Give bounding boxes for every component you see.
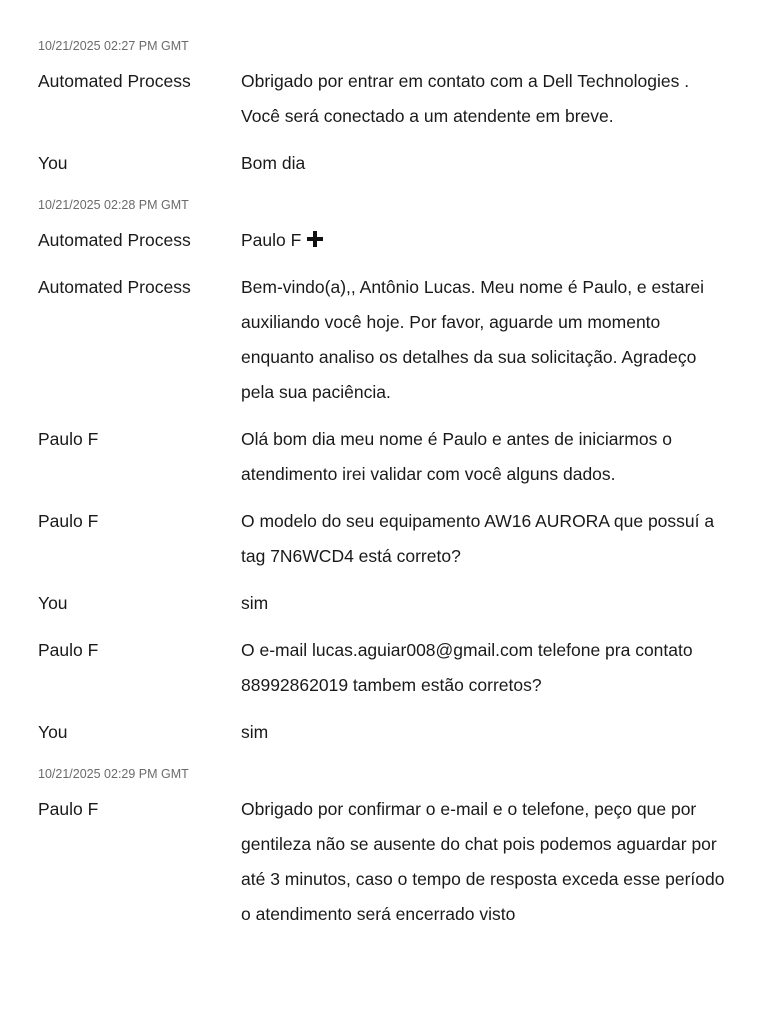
message-row (0, 633, 768, 703)
agent-name: Paulo F (241, 230, 302, 250)
message-sender: You (38, 153, 68, 173)
message-row (0, 422, 768, 492)
message-row (0, 223, 768, 258)
message-sender: Paulo F (38, 799, 99, 819)
message-row (0, 586, 768, 621)
message-sender: Automated Process (38, 277, 191, 297)
message-text (241, 223, 729, 258)
message-row (0, 64, 768, 134)
message-text: sim (241, 593, 269, 613)
timestamp: 10/21/2025 02:27 PM GMT (38, 39, 189, 53)
message-sender: Paulo F (38, 640, 99, 660)
message-row (0, 146, 768, 181)
message-text: Bem-vindo(a),, Antônio Lucas. Meu nome é Paulo, e estarei auxiliando você hoje. Por favor, aguarde um momento enquanto analiso os detalhes da sua solicitação. Agradeço pela sua paciência. (241, 277, 705, 402)
message-sender: Automated Process (38, 230, 191, 250)
message-row (0, 792, 768, 932)
message-row (0, 715, 768, 750)
message-sender: Paulo F (38, 429, 99, 449)
timestamp: 10/21/2025 02:29 PM GMT (38, 767, 189, 781)
timestamp: 10/21/2025 02:28 PM GMT (38, 198, 189, 212)
plus-icon (307, 231, 323, 247)
message-text: O e-mail lucas.aguiar008@gmail.com telefone pra contato 88992862019 tambem estão corretos? (241, 640, 693, 695)
message-row (0, 504, 768, 574)
message-sender: Paulo F (38, 511, 99, 531)
message-text: Obrigado por confirmar o e-mail e o telefone, peço que por gentileza não se ausente do chat pois podemos aguardar por até 3 minutos, caso o tempo de resposta exceda esse período o atendimento será encerrado visto (241, 799, 725, 924)
message-sender: You (38, 593, 68, 613)
message-sender: Automated Process (38, 71, 191, 91)
message-sender: You (38, 722, 68, 742)
message-text: Olá bom dia meu nome é Paulo e antes de iniciarmos o atendimento irei validar com você alguns dados. (241, 429, 672, 484)
message-row (0, 270, 768, 410)
message-text: Obrigado por entrar em contato com a Dell Technologies . Você será conectado a um atendente em breve. (241, 71, 690, 126)
message-text: Bom dia (241, 153, 306, 173)
message-text: O modelo do seu equipamento AW16 AURORA que possuí a tag 7N6WCD4 está correto? (241, 511, 715, 566)
message-text: sim (241, 722, 269, 742)
